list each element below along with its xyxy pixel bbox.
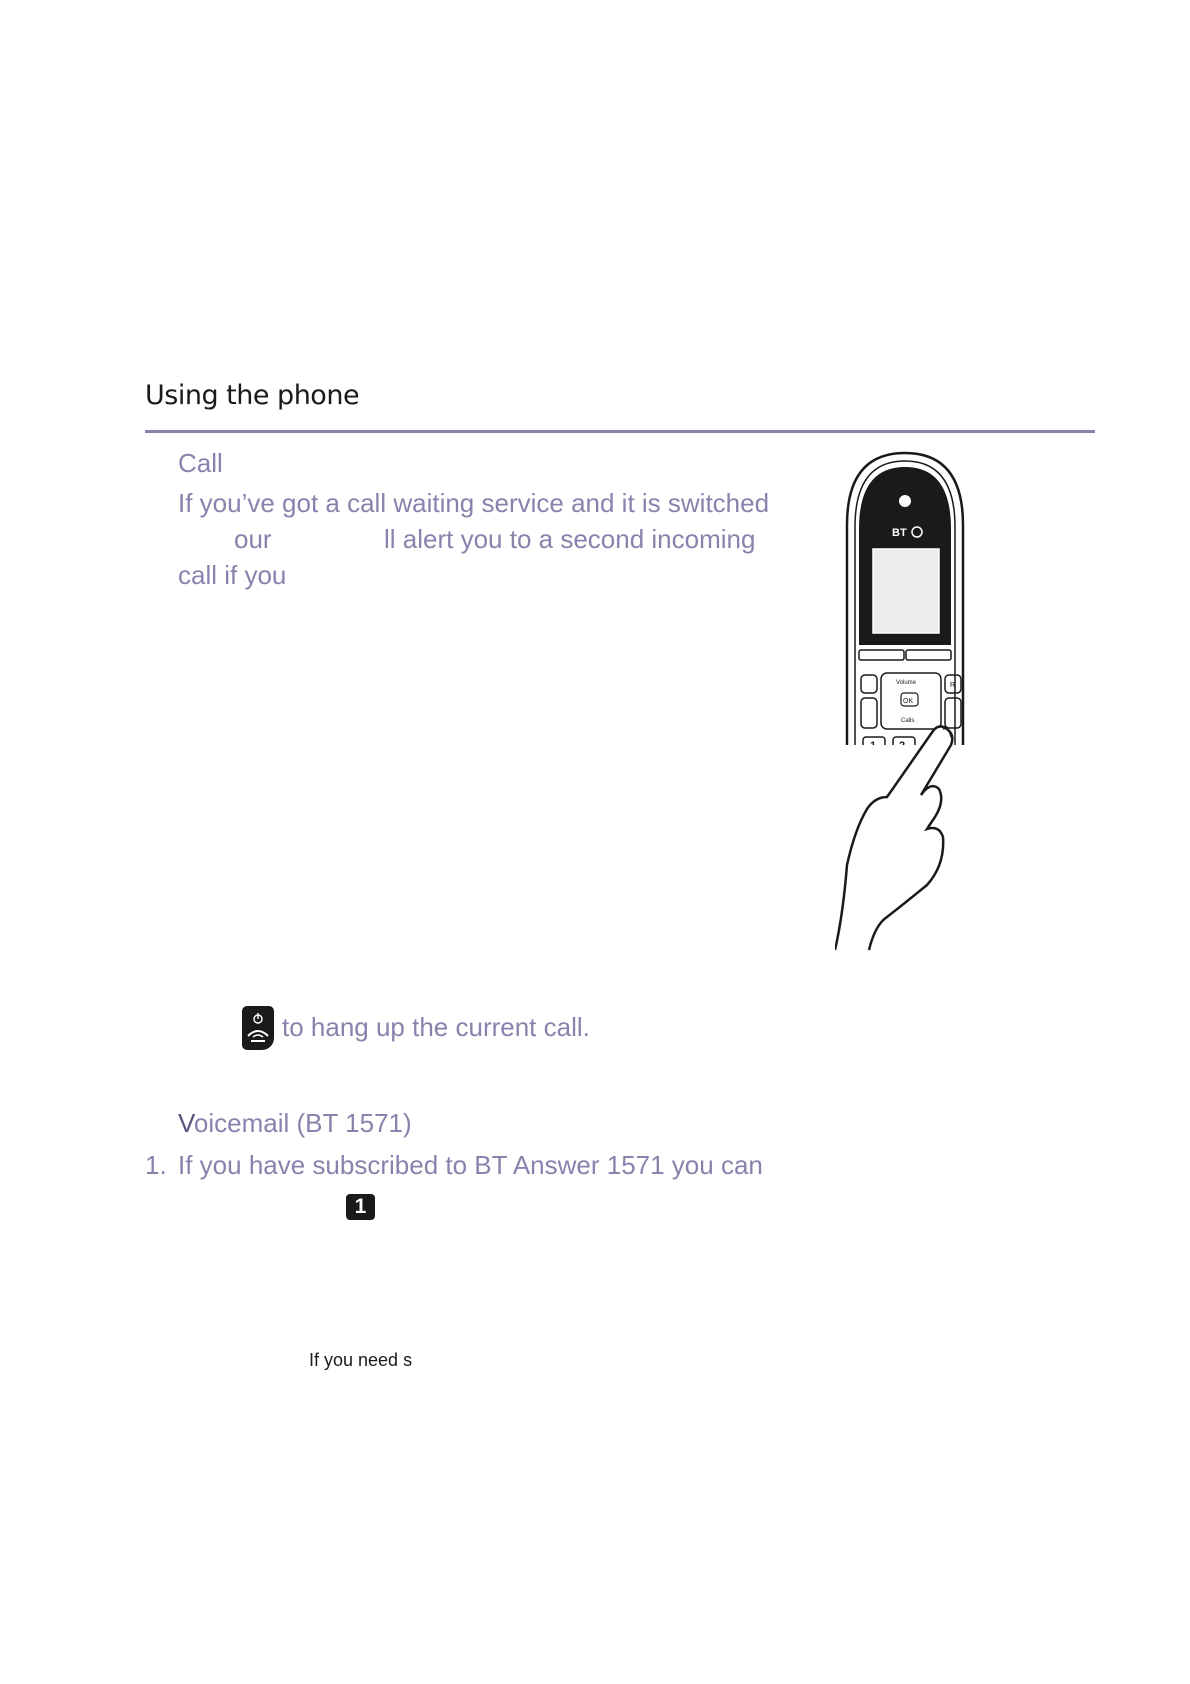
call-waiting-heading: Call bbox=[178, 448, 223, 478]
calls-label: Calls bbox=[901, 718, 915, 724]
hangup-instruction: to hang up the current call. bbox=[282, 1012, 590, 1042]
section-title: Using the phone bbox=[145, 380, 360, 411]
call-waiting-line-2b: ll alert you to a second incoming bbox=[384, 524, 756, 554]
key-one-icon: 1 bbox=[346, 1194, 375, 1220]
handset-screen bbox=[873, 549, 939, 633]
call-waiting-line-2a: our bbox=[234, 524, 272, 554]
brand-logo-text: BT bbox=[892, 527, 907, 539]
earpiece-dot bbox=[899, 495, 911, 507]
footer-fragment-text: If you need s bbox=[309, 1350, 413, 1370]
call-waiting-line-3: call if you bbox=[178, 560, 287, 590]
volume-label: Volume bbox=[896, 680, 917, 686]
header-divider bbox=[145, 430, 1095, 433]
voicemail-heading-rest: oicemail (BT 1571) bbox=[193, 1108, 412, 1138]
handset-press-illustration bbox=[835, 445, 1015, 955]
r-key-label: R bbox=[950, 682, 956, 689]
voicemail-heading bbox=[178, 1108, 412, 1139]
call-waiting-line-1: If you’ve got a call waiting service and it is switched bbox=[178, 488, 770, 518]
voicemail-step-1: If you have subscribed to BT Answer 1571 you can bbox=[178, 1150, 763, 1180]
voicemail-step-number: 1. bbox=[145, 1150, 167, 1180]
ok-label: OK bbox=[903, 698, 914, 705]
end-call-power-icon bbox=[242, 1006, 274, 1050]
voicemail-heading-initial: V bbox=[178, 1108, 194, 1138]
